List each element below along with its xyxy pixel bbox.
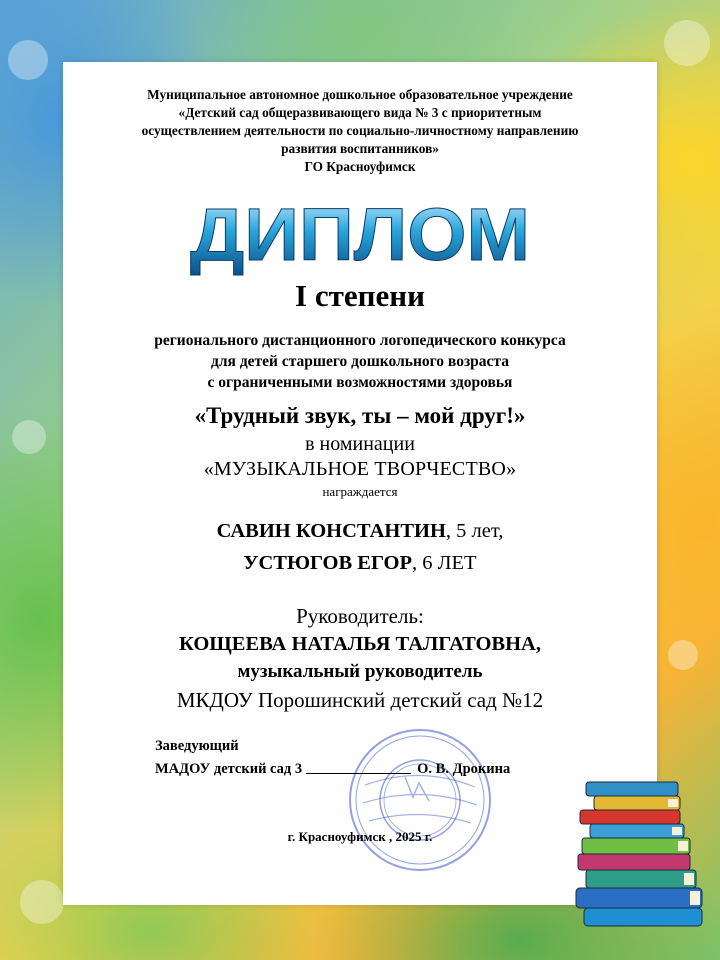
institution-header xyxy=(0,86,720,176)
contest-description xyxy=(0,330,720,393)
header-line: ГО Красноуфимск xyxy=(304,159,416,174)
signature-title: Заведующий xyxy=(155,738,239,754)
diploma-title-text: ДИПЛОМ xyxy=(190,196,530,276)
contest-line: регионального дистанционного логопедического конкурса xyxy=(154,332,566,349)
awarded-label: награждается xyxy=(322,484,398,499)
awardee-name: САВИН КОНСТАНТИН xyxy=(216,520,446,542)
leader-label: Руководитель: xyxy=(296,604,424,628)
signature-block xyxy=(155,735,510,781)
leader-organization: МКДОУ Порошинский детский сад №12 xyxy=(176,688,544,712)
books-stack-icon xyxy=(572,770,712,940)
header-line: осуществлением деятельности по социально-личностному направлению xyxy=(141,123,579,138)
contest-line: с ограниченными возможностями здоровья xyxy=(207,374,513,391)
awardee-age: , 5 лет, xyxy=(445,520,504,542)
place-date: г. Красноуфимск , 2025 г. xyxy=(287,829,433,844)
header-line: развития воспитанников» xyxy=(281,141,439,156)
degree: I степени xyxy=(295,278,425,313)
signature-line xyxy=(155,758,510,781)
background-bokeh xyxy=(664,20,710,66)
nomination: «МУЗЫКАЛЬНОЕ ТВОРЧЕСТВО» xyxy=(203,458,517,480)
background-bokeh xyxy=(20,880,64,924)
signature-underline xyxy=(306,759,411,774)
leader-block xyxy=(0,602,720,714)
diploma-title xyxy=(180,196,540,276)
signer-name: О. В. Дрокина xyxy=(417,761,511,777)
header-line: Муниципальное автономное дошкольное образовательное учреждение xyxy=(147,87,573,102)
background-bokeh xyxy=(8,40,48,80)
awardee xyxy=(0,547,720,579)
awardee-age: , 6 ЛЕТ xyxy=(411,552,477,574)
header-line: «Детский сад общеразвивающего вида № 3 с приоритетным xyxy=(178,105,542,120)
nomination-label: в номинации xyxy=(305,433,415,455)
leader-name: КОЩЕЕВА НАТАЛЬЯ ТАЛГАТОВНА, xyxy=(179,633,541,655)
awardee-name: УСТЮГОВ ЕГОР xyxy=(243,552,412,574)
awardees xyxy=(0,515,720,579)
contest-line: для детей старшего дошкольного возраста xyxy=(211,353,509,370)
leader-position: музыкальный руководитель xyxy=(237,661,483,682)
contest-title: «Трудный звук, ты – мой друг!» xyxy=(194,403,526,428)
awardee xyxy=(0,515,720,547)
signature-org: МАДОУ детский сад 3 xyxy=(155,761,303,777)
